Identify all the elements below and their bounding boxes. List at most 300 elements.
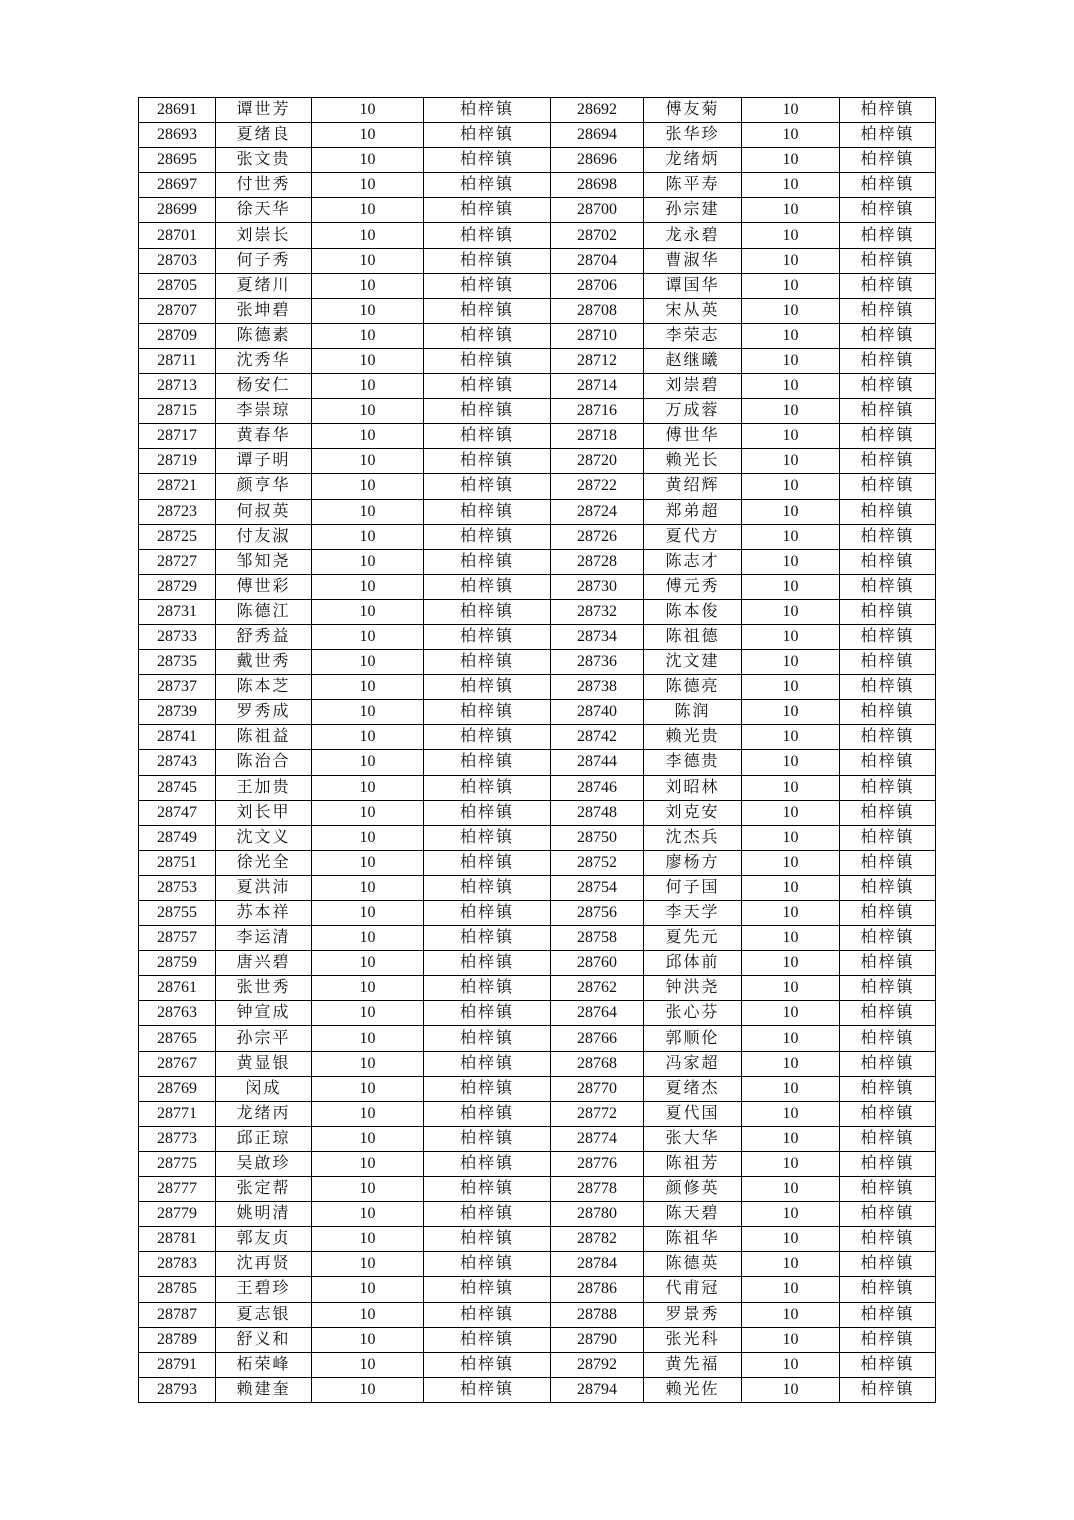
amount-cell: 10 [312, 1151, 424, 1176]
town-name-cell: 柏梓镇 [840, 1026, 936, 1051]
table-row [139, 574, 936, 599]
town-name-cell: 柏梓镇 [840, 1252, 936, 1277]
record-number-cell: 28793 [139, 1377, 216, 1402]
table-row [139, 399, 936, 424]
amount-cell: 10 [742, 1076, 840, 1101]
person-name-cell: 宋从英 [644, 298, 742, 323]
town-name-cell: 柏梓镇 [424, 1026, 551, 1051]
record-number-cell: 28743 [139, 750, 216, 775]
table-row [139, 424, 936, 449]
town-name-cell: 柏梓镇 [424, 173, 551, 198]
amount-cell: 10 [312, 374, 424, 399]
person-name-cell: 陈润 [644, 700, 742, 725]
amount-cell: 10 [742, 1001, 840, 1026]
town-name-cell: 柏梓镇 [424, 474, 551, 499]
record-number-cell: 28751 [139, 850, 216, 875]
amount-cell: 10 [742, 1177, 840, 1202]
record-number-cell: 28777 [139, 1177, 216, 1202]
person-name-cell: 李天学 [644, 901, 742, 926]
amount-cell: 10 [312, 449, 424, 474]
person-name-cell: 何叔英 [216, 499, 312, 524]
person-name-cell: 夏绪杰 [644, 1076, 742, 1101]
amount-cell: 10 [742, 1126, 840, 1151]
amount-cell: 10 [742, 725, 840, 750]
record-number-cell: 28736 [551, 650, 644, 675]
person-name-cell: 颜亨华 [216, 474, 312, 499]
amount-cell: 10 [742, 875, 840, 900]
record-number-cell: 28715 [139, 399, 216, 424]
table-row [139, 374, 936, 399]
table-row [139, 599, 936, 624]
town-name-cell: 柏梓镇 [424, 624, 551, 649]
amount-cell: 10 [312, 750, 424, 775]
record-number-cell: 28787 [139, 1302, 216, 1327]
table-row [139, 524, 936, 549]
amount-cell: 10 [742, 123, 840, 148]
person-name-cell: 黄显银 [216, 1051, 312, 1076]
amount-cell: 10 [742, 1277, 840, 1302]
person-name-cell: 夏先元 [644, 926, 742, 951]
record-number-cell: 28693 [139, 123, 216, 148]
table-row [139, 348, 936, 373]
town-name-cell: 柏梓镇 [424, 700, 551, 725]
table-row [139, 825, 936, 850]
table-row [139, 1277, 936, 1302]
amount-cell: 10 [312, 825, 424, 850]
record-number-cell: 28792 [551, 1352, 644, 1377]
record-number-cell: 28742 [551, 725, 644, 750]
person-name-cell: 陈祖德 [644, 624, 742, 649]
person-name-cell: 张世秀 [216, 976, 312, 1001]
person-name-cell: 赖光贵 [644, 725, 742, 750]
town-name-cell: 柏梓镇 [840, 725, 936, 750]
person-name-cell: 李运清 [216, 926, 312, 951]
record-number-cell: 28762 [551, 976, 644, 1001]
table-row [139, 850, 936, 875]
table-row [139, 198, 936, 223]
person-name-cell: 孙宗平 [216, 1026, 312, 1051]
amount-cell: 10 [312, 926, 424, 951]
record-number-cell: 28783 [139, 1252, 216, 1277]
record-number-cell: 28784 [551, 1252, 644, 1277]
person-name-cell: 张光科 [644, 1327, 742, 1352]
amount-cell: 10 [312, 675, 424, 700]
town-name-cell: 柏梓镇 [424, 1051, 551, 1076]
person-name-cell: 李崇琼 [216, 399, 312, 424]
person-name-cell: 黄先福 [644, 1352, 742, 1377]
town-name-cell: 柏梓镇 [840, 599, 936, 624]
town-name-cell: 柏梓镇 [840, 223, 936, 248]
person-name-cell: 沈文建 [644, 650, 742, 675]
person-name-cell: 李德贵 [644, 750, 742, 775]
record-number-cell: 28791 [139, 1352, 216, 1377]
town-name-cell: 柏梓镇 [424, 750, 551, 775]
town-name-cell: 柏梓镇 [840, 1051, 936, 1076]
record-number-cell: 28740 [551, 700, 644, 725]
table-row [139, 901, 936, 926]
record-number-cell: 28767 [139, 1051, 216, 1076]
town-name-cell: 柏梓镇 [424, 1302, 551, 1327]
record-number-cell: 28701 [139, 223, 216, 248]
town-name-cell: 柏梓镇 [840, 624, 936, 649]
amount-cell: 10 [312, 1277, 424, 1302]
town-name-cell: 柏梓镇 [840, 675, 936, 700]
town-name-cell: 柏梓镇 [424, 1327, 551, 1352]
record-number-cell: 28789 [139, 1327, 216, 1352]
record-number-cell: 28730 [551, 574, 644, 599]
record-number-cell: 28724 [551, 499, 644, 524]
amount-cell: 10 [742, 574, 840, 599]
town-name-cell: 柏梓镇 [424, 1352, 551, 1377]
person-name-cell: 陈平寿 [644, 173, 742, 198]
person-name-cell: 郭友贞 [216, 1227, 312, 1252]
person-name-cell: 付世秀 [216, 173, 312, 198]
person-name-cell: 罗景秀 [644, 1302, 742, 1327]
record-number-cell: 28790 [551, 1327, 644, 1352]
person-name-cell: 舒秀益 [216, 624, 312, 649]
person-name-cell: 陈本俊 [644, 599, 742, 624]
table-row [139, 248, 936, 273]
table-row [139, 1327, 936, 1352]
record-number-cell: 28764 [551, 1001, 644, 1026]
person-name-cell: 刘昭林 [644, 775, 742, 800]
town-name-cell: 柏梓镇 [424, 1252, 551, 1277]
town-name-cell: 柏梓镇 [840, 1202, 936, 1227]
record-number-cell: 28726 [551, 524, 644, 549]
amount-cell: 10 [312, 1076, 424, 1101]
person-name-cell: 孙宗建 [644, 198, 742, 223]
town-name-cell: 柏梓镇 [840, 198, 936, 223]
town-name-cell: 柏梓镇 [424, 976, 551, 1001]
town-name-cell: 柏梓镇 [840, 549, 936, 574]
amount-cell: 10 [312, 1177, 424, 1202]
table-row [139, 98, 936, 123]
person-name-cell: 万成蓉 [644, 399, 742, 424]
town-name-cell: 柏梓镇 [840, 173, 936, 198]
town-name-cell: 柏梓镇 [840, 399, 936, 424]
person-name-cell: 张华珍 [644, 123, 742, 148]
person-name-cell: 钟洪尧 [644, 976, 742, 1001]
table-row [139, 1227, 936, 1252]
town-name-cell: 柏梓镇 [424, 374, 551, 399]
amount-cell: 10 [742, 248, 840, 273]
person-name-cell: 刘长甲 [216, 800, 312, 825]
amount-cell: 10 [742, 800, 840, 825]
amount-cell: 10 [742, 750, 840, 775]
amount-cell: 10 [742, 173, 840, 198]
town-name-cell: 柏梓镇 [424, 850, 551, 875]
person-name-cell: 黄绍辉 [644, 474, 742, 499]
person-name-cell: 赵继曦 [644, 348, 742, 373]
record-number-cell: 28732 [551, 599, 644, 624]
town-name-cell: 柏梓镇 [424, 198, 551, 223]
record-number-cell: 28731 [139, 599, 216, 624]
record-number-cell: 28753 [139, 875, 216, 900]
town-name-cell: 柏梓镇 [424, 951, 551, 976]
amount-cell: 10 [312, 98, 424, 123]
amount-cell: 10 [742, 850, 840, 875]
town-name-cell: 柏梓镇 [840, 1001, 936, 1026]
amount-cell: 10 [742, 399, 840, 424]
amount-cell: 10 [742, 474, 840, 499]
town-name-cell: 柏梓镇 [840, 248, 936, 273]
table-row [139, 1252, 936, 1277]
town-name-cell: 柏梓镇 [424, 1277, 551, 1302]
town-name-cell: 柏梓镇 [424, 1076, 551, 1101]
table-row [139, 675, 936, 700]
amount-cell: 10 [312, 298, 424, 323]
amount-cell: 10 [312, 1026, 424, 1051]
person-name-cell: 沈再贤 [216, 1252, 312, 1277]
amount-cell: 10 [312, 800, 424, 825]
town-name-cell: 柏梓镇 [840, 348, 936, 373]
amount-cell: 10 [312, 273, 424, 298]
record-number-cell: 28785 [139, 1277, 216, 1302]
record-number-cell: 28710 [551, 323, 644, 348]
town-name-cell: 柏梓镇 [840, 323, 936, 348]
person-name-cell: 张坤碧 [216, 298, 312, 323]
record-number-cell: 28734 [551, 624, 644, 649]
table-row [139, 1177, 936, 1202]
record-number-cell: 28728 [551, 549, 644, 574]
record-number-cell: 28768 [551, 1051, 644, 1076]
person-name-cell: 刘崇碧 [644, 374, 742, 399]
person-name-cell: 唐兴碧 [216, 951, 312, 976]
person-name-cell: 谭世芳 [216, 98, 312, 123]
table-row [139, 273, 936, 298]
person-name-cell: 赖光长 [644, 449, 742, 474]
record-number-cell: 28705 [139, 273, 216, 298]
record-number-cell: 28729 [139, 574, 216, 599]
amount-cell: 10 [742, 148, 840, 173]
town-name-cell: 柏梓镇 [424, 98, 551, 123]
record-number-cell: 28711 [139, 348, 216, 373]
table-row [139, 750, 936, 775]
roster-table [138, 97, 936, 1403]
town-name-cell: 柏梓镇 [840, 875, 936, 900]
town-name-cell: 柏梓镇 [424, 499, 551, 524]
amount-cell: 10 [312, 348, 424, 373]
person-name-cell: 谭子明 [216, 449, 312, 474]
amount-cell: 10 [742, 223, 840, 248]
amount-cell: 10 [312, 399, 424, 424]
table-row [139, 1151, 936, 1176]
person-name-cell: 罗秀成 [216, 700, 312, 725]
town-name-cell: 柏梓镇 [840, 123, 936, 148]
amount-cell: 10 [312, 901, 424, 926]
table-row [139, 1101, 936, 1126]
town-name-cell: 柏梓镇 [840, 1377, 936, 1402]
record-number-cell: 28718 [551, 424, 644, 449]
record-number-cell: 28716 [551, 399, 644, 424]
record-number-cell: 28727 [139, 549, 216, 574]
person-name-cell: 龙绪丙 [216, 1101, 312, 1126]
amount-cell: 10 [742, 926, 840, 951]
town-name-cell: 柏梓镇 [424, 549, 551, 574]
amount-cell: 10 [742, 624, 840, 649]
person-name-cell: 赖光佐 [644, 1377, 742, 1402]
town-name-cell: 柏梓镇 [424, 298, 551, 323]
record-number-cell: 28760 [551, 951, 644, 976]
record-number-cell: 28738 [551, 675, 644, 700]
town-name-cell: 柏梓镇 [424, 399, 551, 424]
amount-cell: 10 [312, 474, 424, 499]
amount-cell: 10 [312, 198, 424, 223]
amount-cell: 10 [742, 901, 840, 926]
amount-cell: 10 [312, 549, 424, 574]
table-row [139, 1377, 936, 1402]
amount-cell: 10 [312, 248, 424, 273]
town-name-cell: 柏梓镇 [840, 850, 936, 875]
amount-cell: 10 [742, 1252, 840, 1277]
town-name-cell: 柏梓镇 [840, 298, 936, 323]
amount-cell: 10 [312, 1377, 424, 1402]
person-name-cell: 沈秀华 [216, 348, 312, 373]
record-number-cell: 28708 [551, 298, 644, 323]
record-number-cell: 28713 [139, 374, 216, 399]
amount-cell: 10 [742, 1377, 840, 1402]
town-name-cell: 柏梓镇 [840, 825, 936, 850]
amount-cell: 10 [312, 148, 424, 173]
person-name-cell: 陈德素 [216, 323, 312, 348]
town-name-cell: 柏梓镇 [840, 1227, 936, 1252]
town-name-cell: 柏梓镇 [424, 599, 551, 624]
amount-cell: 10 [312, 1202, 424, 1227]
amount-cell: 10 [742, 323, 840, 348]
town-name-cell: 柏梓镇 [424, 1202, 551, 1227]
person-name-cell: 傅世华 [644, 424, 742, 449]
table-row [139, 1051, 936, 1076]
record-number-cell: 28750 [551, 825, 644, 850]
town-name-cell: 柏梓镇 [840, 574, 936, 599]
record-number-cell: 28776 [551, 1151, 644, 1176]
record-number-cell: 28703 [139, 248, 216, 273]
person-name-cell: 姚明清 [216, 1202, 312, 1227]
amount-cell: 10 [312, 1352, 424, 1377]
town-name-cell: 柏梓镇 [424, 650, 551, 675]
record-number-cell: 28700 [551, 198, 644, 223]
table-row [139, 700, 936, 725]
amount-cell: 10 [312, 650, 424, 675]
record-number-cell: 28772 [551, 1101, 644, 1126]
record-number-cell: 28691 [139, 98, 216, 123]
person-name-cell: 张大华 [644, 1126, 742, 1151]
town-name-cell: 柏梓镇 [424, 926, 551, 951]
record-number-cell: 28744 [551, 750, 644, 775]
record-number-cell: 28692 [551, 98, 644, 123]
person-name-cell: 付友淑 [216, 524, 312, 549]
amount-cell: 10 [742, 1151, 840, 1176]
town-name-cell: 柏梓镇 [840, 148, 936, 173]
person-name-cell: 苏本祥 [216, 901, 312, 926]
town-name-cell: 柏梓镇 [840, 1126, 936, 1151]
person-name-cell: 傅元秀 [644, 574, 742, 599]
table-row [139, 800, 936, 825]
person-name-cell: 夏代方 [644, 524, 742, 549]
person-name-cell: 徐天华 [216, 198, 312, 223]
person-name-cell: 黄春华 [216, 424, 312, 449]
town-name-cell: 柏梓镇 [424, 1227, 551, 1252]
town-name-cell: 柏梓镇 [424, 574, 551, 599]
table-row [139, 173, 936, 198]
amount-cell: 10 [312, 599, 424, 624]
town-name-cell: 柏梓镇 [424, 1151, 551, 1176]
person-name-cell: 何子秀 [216, 248, 312, 273]
amount-cell: 10 [742, 348, 840, 373]
amount-cell: 10 [742, 1327, 840, 1352]
town-name-cell: 柏梓镇 [424, 725, 551, 750]
town-name-cell: 柏梓镇 [424, 901, 551, 926]
amount-cell: 10 [742, 599, 840, 624]
roster-body [139, 98, 936, 1403]
table-row [139, 499, 936, 524]
record-number-cell: 28698 [551, 173, 644, 198]
amount-cell: 10 [742, 976, 840, 1001]
amount-cell: 10 [312, 624, 424, 649]
table-row [139, 298, 936, 323]
table-row [139, 951, 936, 976]
record-number-cell: 28739 [139, 700, 216, 725]
amount-cell: 10 [742, 1352, 840, 1377]
town-name-cell: 柏梓镇 [840, 98, 936, 123]
person-name-cell: 吴啟珍 [216, 1151, 312, 1176]
town-name-cell: 柏梓镇 [840, 700, 936, 725]
person-name-cell: 陈祖芳 [644, 1151, 742, 1176]
amount-cell: 10 [742, 1227, 840, 1252]
record-number-cell: 28766 [551, 1026, 644, 1051]
town-name-cell: 柏梓镇 [840, 273, 936, 298]
person-name-cell: 冯家超 [644, 1051, 742, 1076]
record-number-cell: 28761 [139, 976, 216, 1001]
amount-cell: 10 [742, 198, 840, 223]
person-name-cell: 夏绪川 [216, 273, 312, 298]
record-number-cell: 28774 [551, 1126, 644, 1151]
town-name-cell: 柏梓镇 [840, 901, 936, 926]
amount-cell: 10 [312, 951, 424, 976]
amount-cell: 10 [312, 700, 424, 725]
person-name-cell: 邱体前 [644, 951, 742, 976]
town-name-cell: 柏梓镇 [840, 1277, 936, 1302]
table-row [139, 624, 936, 649]
table-row [139, 474, 936, 499]
person-name-cell: 舒义和 [216, 1327, 312, 1352]
table-row [139, 223, 936, 248]
amount-cell: 10 [742, 449, 840, 474]
record-number-cell: 28717 [139, 424, 216, 449]
town-name-cell: 柏梓镇 [840, 800, 936, 825]
table-row [139, 148, 936, 173]
record-number-cell: 28794 [551, 1377, 644, 1402]
town-name-cell: 柏梓镇 [840, 374, 936, 399]
record-number-cell: 28719 [139, 449, 216, 474]
amount-cell: 10 [312, 976, 424, 1001]
table-row [139, 725, 936, 750]
town-name-cell: 柏梓镇 [840, 650, 936, 675]
town-name-cell: 柏梓镇 [840, 1352, 936, 1377]
town-name-cell: 柏梓镇 [840, 474, 936, 499]
amount-cell: 10 [742, 700, 840, 725]
record-number-cell: 28706 [551, 273, 644, 298]
amount-cell: 10 [742, 549, 840, 574]
person-name-cell: 张心芬 [644, 1001, 742, 1026]
amount-cell: 10 [312, 775, 424, 800]
record-number-cell: 28741 [139, 725, 216, 750]
table-row [139, 1352, 936, 1377]
table-row [139, 875, 936, 900]
person-name-cell: 龙永碧 [644, 223, 742, 248]
person-name-cell: 陈本芝 [216, 675, 312, 700]
record-number-cell: 28699 [139, 198, 216, 223]
